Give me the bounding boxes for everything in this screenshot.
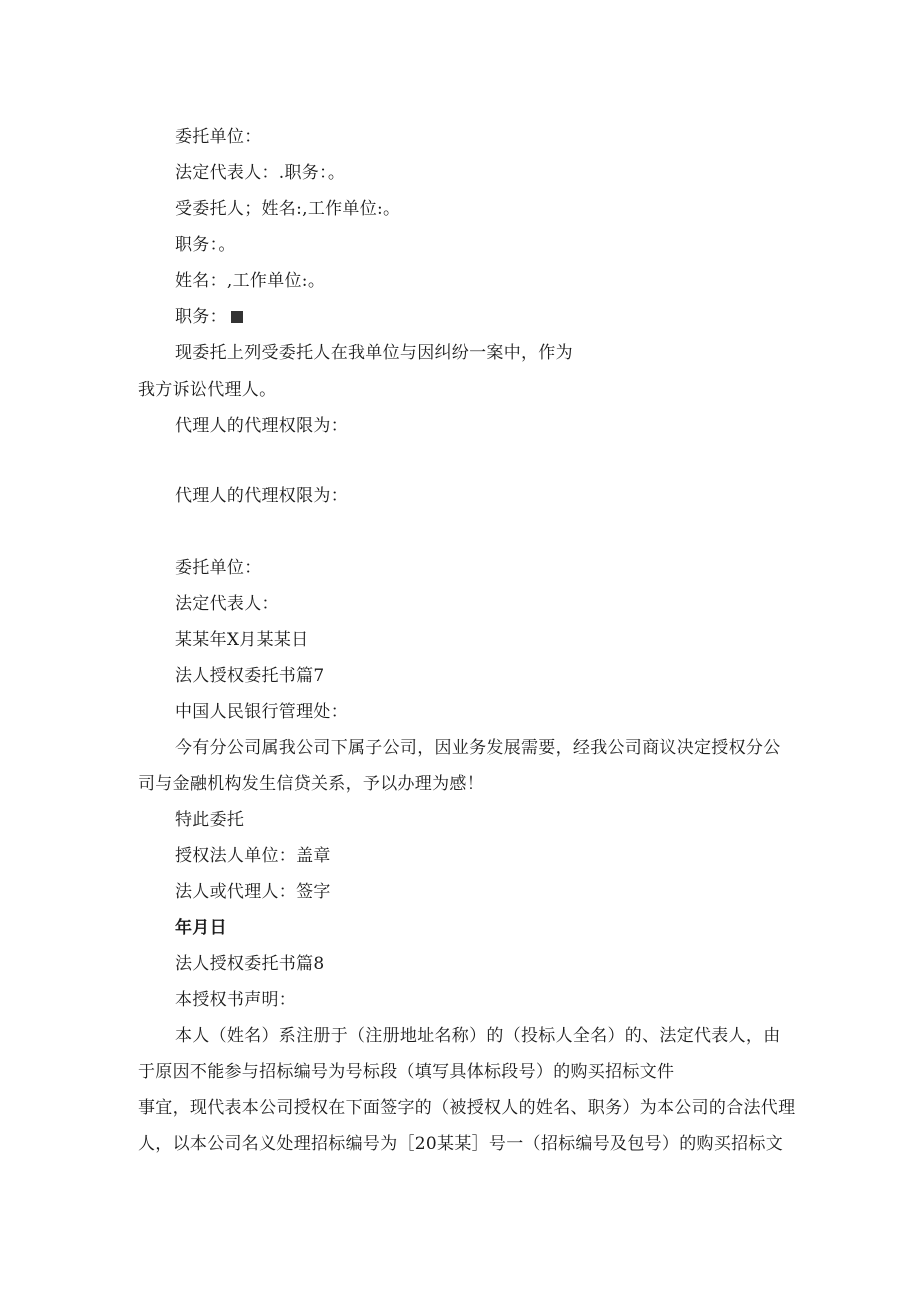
- text-line: 代理人的代理权限为：: [175, 486, 348, 506]
- text-line: 姓名：,工作单位:。: [175, 271, 326, 291]
- text-line: 委托单位：: [175, 127, 262, 147]
- text-line: 特此委托: [175, 810, 245, 830]
- text-line: 于原因不能参与招标编号为号标段（填写具体标段号）的购买招标文件: [138, 1062, 675, 1082]
- text-line: 司与金融机构发生信贷关系，予以办理为感！: [138, 774, 484, 794]
- text-line: 事宜，现代表本公司授权在下面签字的（被授权人的姓名、职务）为本公司的合法代理: [138, 1098, 796, 1118]
- text-line: 职务：: [175, 307, 227, 327]
- text-line: 某某年X月某某日: [175, 630, 309, 650]
- text-line: 法定代表人：.职务：。: [175, 163, 346, 183]
- text-line: 法定代表人：: [175, 594, 279, 614]
- date-line: 年月日: [175, 918, 227, 938]
- text-line: 今有分公司属我公司下属子公司，因业务发展需要，经我公司商议决定授权分公: [175, 738, 781, 758]
- text-line: 本授权书声明：: [175, 990, 297, 1010]
- text-line: 受委托人；姓名:,工作单位:。: [175, 199, 401, 219]
- text-line: 我方诉讼代理人。: [138, 380, 277, 400]
- square-mark-icon: [231, 311, 243, 323]
- section-heading: 法人授权委托书篇8: [175, 954, 325, 974]
- text-line-with-mark: [175, 307, 243, 327]
- text-line: 本人（姓名）系注册于（注册地址名称）的（投标人全名）的、法定代表人，由: [175, 1026, 781, 1046]
- text-line: 法人或代理人：签字: [175, 882, 331, 902]
- text-line: 现委托上列受委托人在我单位与因纠纷一案中，作为: [175, 343, 573, 363]
- text-line: 职务：。: [175, 235, 236, 255]
- section-heading: 法人授权委托书篇7: [175, 666, 325, 686]
- text-line: 人，以本公司名义处理招标编号为［20某某］号一（招标编号及包号）的购买招标文: [138, 1134, 784, 1154]
- text-line: 代理人的代理权限为：: [175, 416, 348, 436]
- text-line: 委托单位：: [175, 558, 262, 578]
- text-line: 授权法人单位：盖章: [175, 846, 331, 866]
- text-line: 中国人民银行管理处：: [175, 702, 348, 722]
